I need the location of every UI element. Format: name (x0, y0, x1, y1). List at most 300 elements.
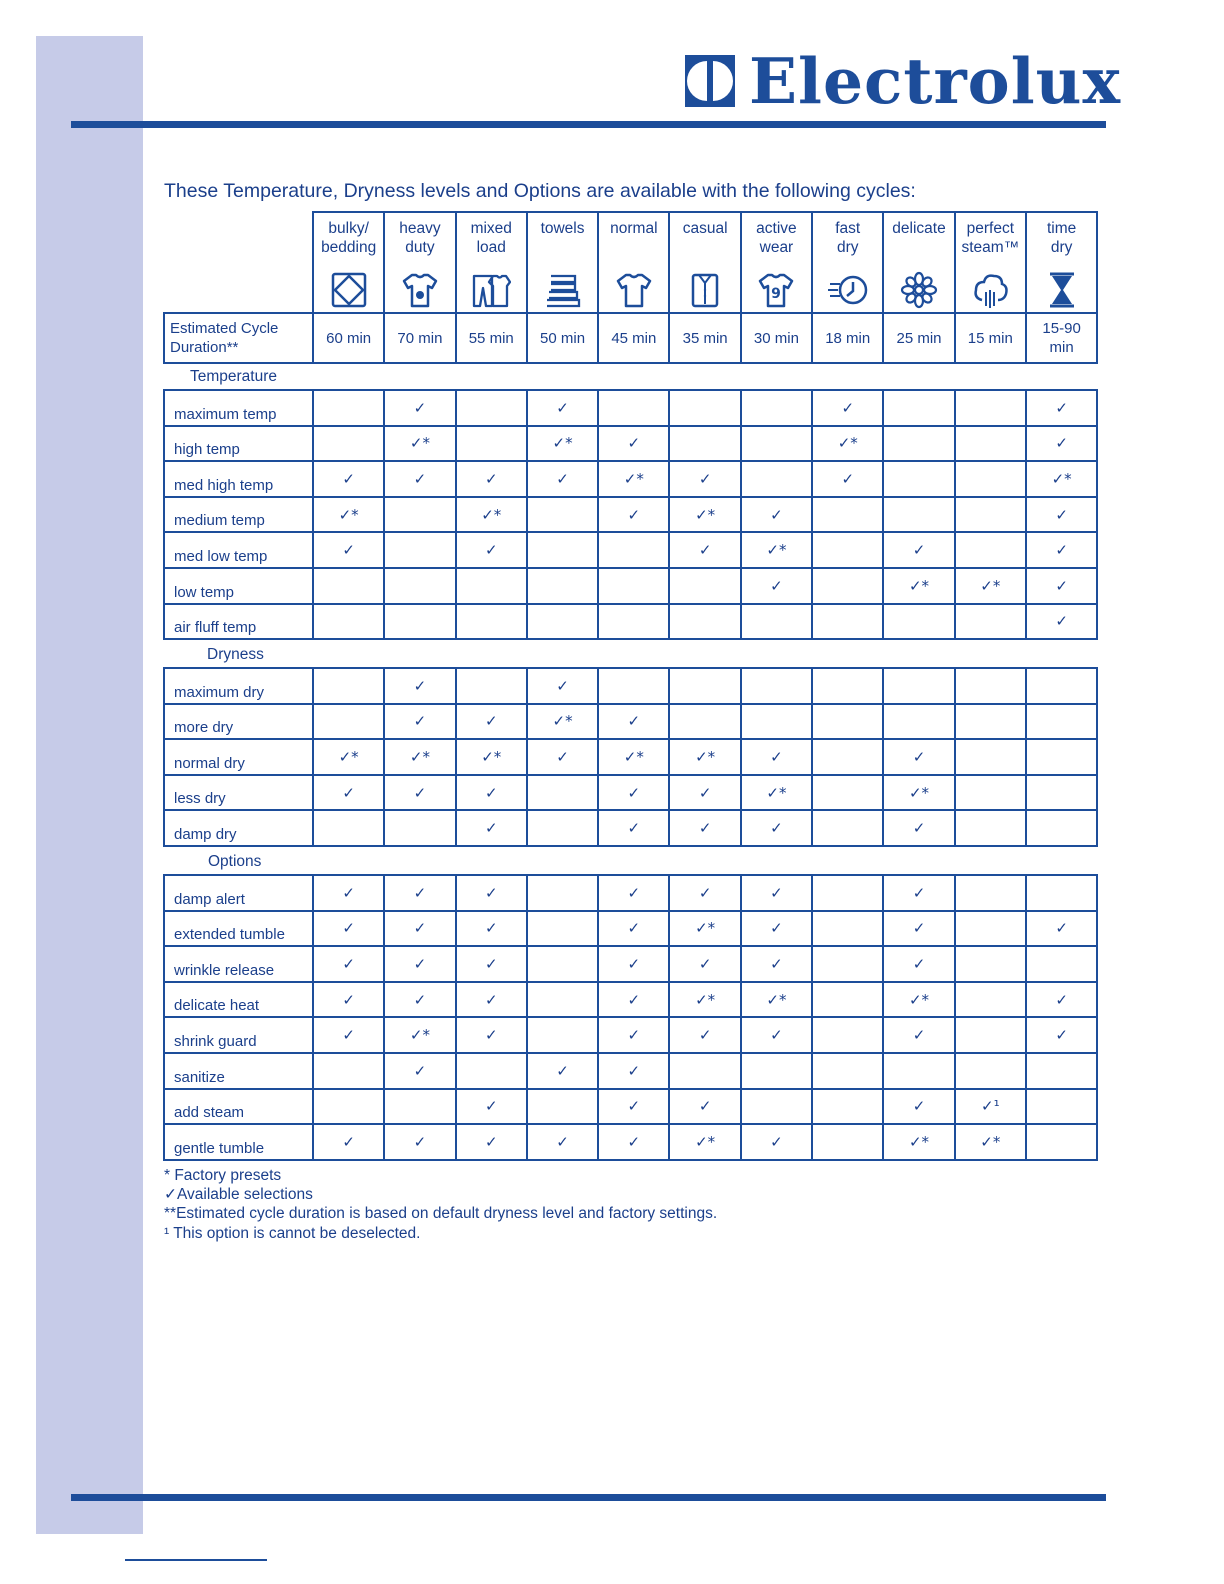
availability-cell: ✓ (883, 532, 954, 568)
availability-cell: ✓ (669, 810, 740, 846)
availability-cell: ✓ (598, 946, 669, 982)
availability-cell (527, 1017, 598, 1053)
availability-cell: ✓ (456, 875, 527, 911)
cycle-name (884, 213, 953, 261)
availability-cell: ✓* (598, 461, 669, 497)
availability-cell: ✓ (669, 532, 740, 568)
availability-cell: ✓* (741, 532, 812, 568)
table-row (164, 810, 1097, 846)
steam-cloud-icon (956, 270, 1025, 310)
availability-cell: ✓* (669, 911, 740, 947)
availability-cell: ✓ (313, 1124, 384, 1160)
availability-cell: ✓ (1026, 982, 1097, 1018)
cycle-header (812, 212, 883, 313)
availability-cell (456, 390, 527, 426)
availability-cell (812, 946, 883, 982)
cycle-duration-line: min (1049, 339, 1074, 356)
availability-cell (955, 946, 1026, 982)
availability-cell (955, 704, 1026, 740)
availability-cell (883, 1053, 954, 1089)
availability-cell: ✓ (1026, 390, 1097, 426)
availability-cell (669, 1053, 740, 1089)
availability-cell: ✓* (669, 982, 740, 1018)
row-label: more dry (164, 704, 313, 740)
availability-cell (456, 1053, 527, 1089)
availability-cell (955, 810, 1026, 846)
cycle-header (883, 212, 954, 313)
electrolux-logo-icon (685, 55, 735, 107)
availability-cell (527, 532, 598, 568)
cycle-duration (1026, 313, 1097, 363)
cycle-name (813, 213, 882, 261)
cycle-name (1027, 213, 1096, 261)
cycle-name-line: bulky/ (328, 220, 369, 237)
row-label: add steam (164, 1089, 313, 1125)
availability-cell (384, 1089, 455, 1125)
cycle-duration-line: 55 min (468, 329, 514, 347)
table-row (164, 668, 1097, 704)
availability-cell (741, 604, 812, 640)
row-label: high temp (164, 426, 313, 462)
availability-cell (313, 810, 384, 846)
availability-cell: ✓ (456, 810, 527, 846)
availability-cell (1026, 668, 1097, 704)
availability-cell: ✓* (741, 775, 812, 811)
availability-cell (883, 604, 954, 640)
table-row (164, 775, 1097, 811)
row-label: normal dry (164, 739, 313, 775)
availability-cell: ✓* (456, 497, 527, 533)
availability-cell (812, 532, 883, 568)
cycle-name-line: time (1046, 220, 1077, 237)
cycle-name-line: fast (835, 220, 861, 237)
header-corner (164, 212, 313, 313)
availability-cell: ✓ (456, 775, 527, 811)
availability-cell: ✓* (384, 426, 455, 462)
availability-cell: ✓ (1026, 532, 1097, 568)
cycle-name (528, 213, 597, 261)
cycle-name-line: active (756, 220, 797, 237)
availability-cell (812, 568, 883, 604)
availability-cell: ✓ (456, 704, 527, 740)
row-label: maximum dry (164, 668, 313, 704)
table-row (164, 497, 1097, 533)
active-wear-icon (742, 270, 811, 310)
availability-cell (384, 497, 455, 533)
availability-cell: ✓ (598, 775, 669, 811)
availability-cell (456, 668, 527, 704)
cycle-duration (456, 313, 527, 363)
cycle-name-line (599, 238, 668, 257)
availability-cell: ✓ (456, 461, 527, 497)
availability-cell: ✓* (955, 1124, 1026, 1160)
availability-cell: ✓¹ (955, 1089, 1026, 1125)
availability-cell (741, 461, 812, 497)
availability-cell: ✓ (598, 911, 669, 947)
availability-cell: ✓ (669, 1089, 740, 1125)
availability-cell: ✓* (812, 426, 883, 462)
availability-cell: ✓ (456, 1089, 527, 1125)
availability-cell (384, 810, 455, 846)
availability-cell (384, 532, 455, 568)
cycle-header (456, 212, 527, 313)
cycle-name-line (528, 238, 597, 257)
availability-cell: ✓ (384, 1053, 455, 1089)
availability-cell: ✓ (456, 982, 527, 1018)
cycle-name (670, 213, 739, 261)
availability-cell (527, 946, 598, 982)
table-row (164, 532, 1097, 568)
availability-cell: ✓ (313, 875, 384, 911)
availability-cell (812, 911, 883, 947)
availability-cell (313, 568, 384, 604)
availability-cell: ✓ (669, 775, 740, 811)
cycle-name-line: heavy (399, 220, 441, 237)
footnote: ¹ This option is cannot be deselected. (164, 1224, 421, 1242)
availability-cell (955, 775, 1026, 811)
bulky-bedding-icon (314, 270, 383, 310)
table-row (164, 911, 1097, 947)
availability-cell: ✓ (456, 911, 527, 947)
cycle-name-line: steam™ (961, 239, 1020, 256)
section-title: Temperature (190, 368, 278, 385)
availability-cell: ✓ (741, 497, 812, 533)
availability-cell (527, 982, 598, 1018)
footnote: **Estimated cycle duration is based on default dryness level and factory settings. (164, 1205, 718, 1223)
row-label: air fluff temp (164, 604, 313, 640)
availability-cell: ✓ (527, 1124, 598, 1160)
availability-cell (741, 426, 812, 462)
availability-cell (527, 911, 598, 947)
towels-icon (528, 270, 597, 310)
availability-cell: ✓ (384, 982, 455, 1018)
availability-cell: ✓ (1026, 604, 1097, 640)
availability-cell: ✓* (883, 775, 954, 811)
availability-cell (527, 497, 598, 533)
availability-cell: ✓ (883, 946, 954, 982)
cycle-name (314, 213, 383, 261)
table-row (164, 604, 1097, 640)
availability-cell (313, 426, 384, 462)
cycle-name (956, 213, 1025, 261)
availability-cell: ✓* (384, 1017, 455, 1053)
availability-cell (1026, 1053, 1097, 1089)
availability-cell: ✓ (883, 911, 954, 947)
availability-cell: ✓ (456, 1124, 527, 1160)
table-row (164, 390, 1097, 426)
availability-cell: ✓ (313, 982, 384, 1018)
cycle-header (527, 212, 598, 313)
availability-cell (883, 390, 954, 426)
cycle-name (599, 213, 668, 261)
availability-cell (883, 668, 954, 704)
availability-cell: ✓ (384, 668, 455, 704)
availability-cell: ✓ (741, 911, 812, 947)
cycle-duration-line: 15-90 (1042, 320, 1081, 337)
availability-cell (955, 604, 1026, 640)
availability-cell: ✓ (741, 739, 812, 775)
cycle-name-line: towels (540, 220, 585, 237)
availability-cell: ✓* (669, 739, 740, 775)
cycle-name-line: normal (610, 220, 658, 237)
availability-cell (313, 1053, 384, 1089)
availability-cell: ✓* (1026, 461, 1097, 497)
availability-cell (812, 982, 883, 1018)
availability-cell: ✓ (527, 461, 598, 497)
availability-cell: ✓ (1026, 911, 1097, 947)
row-label: damp dry (164, 810, 313, 846)
availability-cell: ✓ (527, 390, 598, 426)
svg-text:9: 9 (771, 286, 782, 302)
availability-cell: ✓ (1026, 1017, 1097, 1053)
availability-cell (1026, 775, 1097, 811)
fast-dry-clock-icon (813, 270, 882, 310)
delicate-flower-icon (884, 270, 953, 310)
availability-cell (527, 568, 598, 604)
row-label: less dry (164, 775, 313, 811)
availability-cell (883, 704, 954, 740)
table-row (164, 704, 1097, 740)
availability-cell: ✓ (598, 1053, 669, 1089)
availability-cell (527, 775, 598, 811)
availability-cell (741, 1053, 812, 1089)
availability-cell: ✓ (384, 911, 455, 947)
intro-text: These Temperature, Dryness levels and Options are available with the following cycles: (164, 180, 916, 202)
availability-cell (527, 1089, 598, 1125)
cycle-header (1026, 212, 1097, 313)
availability-cell (955, 875, 1026, 911)
availability-cell: ✓* (883, 568, 954, 604)
availability-cell: ✓ (883, 739, 954, 775)
availability-cell: ✓ (384, 1124, 455, 1160)
row-label: med high temp (164, 461, 313, 497)
settings-table-temperature (163, 389, 1098, 640)
duration-label (164, 313, 313, 363)
cycle-header-table (163, 211, 1098, 364)
availability-cell (669, 426, 740, 462)
availability-cell (955, 1017, 1026, 1053)
settings-table-options (163, 874, 1098, 1161)
row-label: maximum temp (164, 390, 313, 426)
availability-cell (812, 704, 883, 740)
row-label: extended tumble (164, 911, 313, 947)
availability-cell: ✓ (384, 704, 455, 740)
cycle-header (313, 212, 384, 313)
availability-cell (1026, 1089, 1097, 1125)
availability-cell: ✓ (384, 461, 455, 497)
row-label: low temp (164, 568, 313, 604)
table-row (164, 461, 1097, 497)
availability-cell (883, 497, 954, 533)
availability-cell (669, 604, 740, 640)
availability-cell: ✓ (527, 668, 598, 704)
row-label: medium temp (164, 497, 313, 533)
availability-cell: ✓* (669, 1124, 740, 1160)
availability-cell: ✓ (384, 390, 455, 426)
availability-cell (812, 497, 883, 533)
cycle-header (741, 212, 812, 313)
cycle-name-line (670, 238, 739, 257)
electrolux-logo (685, 44, 1122, 118)
cycle-name-line: dry (1050, 239, 1073, 256)
availability-cell: ✓ (812, 390, 883, 426)
cycle-duration (527, 313, 598, 363)
cycle-name-line: mixed (470, 220, 512, 237)
availability-cell (456, 568, 527, 604)
duration-label-line: Duration** (170, 339, 239, 356)
availability-cell: ✓ (812, 461, 883, 497)
availability-cell (741, 704, 812, 740)
availability-cell (955, 982, 1026, 1018)
availability-cell (598, 604, 669, 640)
availability-cell: ✓ (313, 532, 384, 568)
cycle-name-line: delicate (892, 220, 946, 237)
availability-cell: ✓ (598, 810, 669, 846)
availability-cell (955, 461, 1026, 497)
cycle-header (384, 212, 455, 313)
availability-cell: ✓* (384, 739, 455, 775)
availability-cell: ✓ (313, 946, 384, 982)
table-row (164, 1089, 1097, 1125)
availability-cell (313, 1089, 384, 1125)
availability-cell (313, 390, 384, 426)
availability-cell: ✓ (883, 1017, 954, 1053)
availability-cell (1026, 739, 1097, 775)
heavy-duty-shirt-icon (385, 270, 454, 310)
availability-cell (955, 497, 1026, 533)
availability-cell: ✓* (527, 704, 598, 740)
availability-cell: ✓ (1026, 568, 1097, 604)
availability-cell (527, 604, 598, 640)
availability-cell: ✓ (741, 810, 812, 846)
normal-shirt-icon (599, 270, 668, 310)
mixed-load-icon (457, 270, 526, 310)
availability-cell (669, 668, 740, 704)
cycle-duration-line: 30 min (753, 329, 799, 347)
row-label: damp alert (164, 875, 313, 911)
availability-cell (955, 911, 1026, 947)
availability-cell (527, 810, 598, 846)
availability-cell (812, 1089, 883, 1125)
casual-shirt-icon (670, 270, 739, 310)
footer-short-line (125, 1559, 267, 1561)
cycle-name-line: casual (682, 220, 728, 237)
availability-cell: ✓ (669, 1017, 740, 1053)
cycle-duration-line: 70 min (397, 329, 443, 347)
row-label: wrinkle release (164, 946, 313, 982)
brand-name: Electrolux (749, 44, 1122, 118)
availability-cell: ✓ (741, 568, 812, 604)
availability-cell (883, 461, 954, 497)
cycle-duration-line: 50 min (540, 329, 586, 347)
availability-cell: ✓* (313, 739, 384, 775)
availability-cell: ✓* (456, 739, 527, 775)
availability-cell: ✓* (741, 982, 812, 1018)
availability-cell: ✓ (527, 1053, 598, 1089)
cycle-duration-line: 25 min (896, 329, 942, 347)
availability-cell (812, 810, 883, 846)
availability-cell: ✓ (1026, 497, 1097, 533)
availability-cell (812, 1017, 883, 1053)
availability-cell (313, 704, 384, 740)
availability-cell: ✓ (669, 946, 740, 982)
section-title: Dryness (207, 646, 264, 663)
availability-cell: ✓ (883, 875, 954, 911)
availability-cell: ✓* (669, 497, 740, 533)
availability-cell: ✓ (741, 1124, 812, 1160)
availability-cell (812, 875, 883, 911)
availability-cell: ✓ (313, 1017, 384, 1053)
availability-cell: ✓ (384, 875, 455, 911)
availability-cell: ✓ (741, 946, 812, 982)
availability-cell: ✓ (741, 1017, 812, 1053)
row-label: sanitize (164, 1053, 313, 1089)
cycle-name-line (884, 238, 953, 257)
availability-cell (955, 1053, 1026, 1089)
cycle-duration (598, 313, 669, 363)
availability-cell: ✓ (598, 1124, 669, 1160)
availability-cell (1026, 810, 1097, 846)
cycle-name-line: bedding (321, 239, 377, 256)
availability-cell: ✓ (456, 946, 527, 982)
availability-cell: ✓ (669, 461, 740, 497)
cycle-duration (669, 313, 740, 363)
availability-cell (955, 426, 1026, 462)
table-row (164, 426, 1097, 462)
duration-label-line: Estimated Cycle (170, 320, 279, 337)
table-row (164, 1124, 1097, 1160)
cycle-duration-line: 18 min (825, 329, 871, 347)
availability-cell (812, 668, 883, 704)
table-row (164, 875, 1097, 911)
availability-cell: ✓ (598, 1017, 669, 1053)
footnotes (164, 1166, 717, 1243)
table-row (164, 1017, 1097, 1053)
availability-cell (669, 568, 740, 604)
availability-cell (741, 390, 812, 426)
availability-cell: ✓* (883, 1124, 954, 1160)
header-rule (71, 121, 1106, 128)
cycle-name-line: dry (836, 239, 859, 256)
table-row (164, 946, 1097, 982)
availability-cell: ✓ (313, 461, 384, 497)
cycle-header (669, 212, 740, 313)
row-label: gentle tumble (164, 1124, 313, 1160)
availability-cell: ✓* (527, 426, 598, 462)
availability-cell: ✓ (598, 982, 669, 1018)
availability-cell (741, 668, 812, 704)
table-row (164, 1053, 1097, 1089)
row-label: med low temp (164, 532, 313, 568)
cycle-duration (313, 313, 384, 363)
availability-cell (598, 390, 669, 426)
cycle-header (598, 212, 669, 313)
availability-cell (313, 604, 384, 640)
availability-cell: ✓ (883, 1089, 954, 1125)
availability-cell: ✓* (313, 497, 384, 533)
availability-cell: ✓ (883, 810, 954, 846)
availability-cell (456, 604, 527, 640)
hourglass-icon (1027, 270, 1096, 310)
cycle-name-line: load (476, 239, 506, 256)
cycle-name (457, 213, 526, 261)
availability-cell (598, 568, 669, 604)
availability-cell: ✓ (669, 875, 740, 911)
availability-cell (955, 668, 1026, 704)
cycle-name-line: wear (759, 239, 794, 256)
availability-cell: ✓* (883, 982, 954, 1018)
availability-cell (384, 604, 455, 640)
